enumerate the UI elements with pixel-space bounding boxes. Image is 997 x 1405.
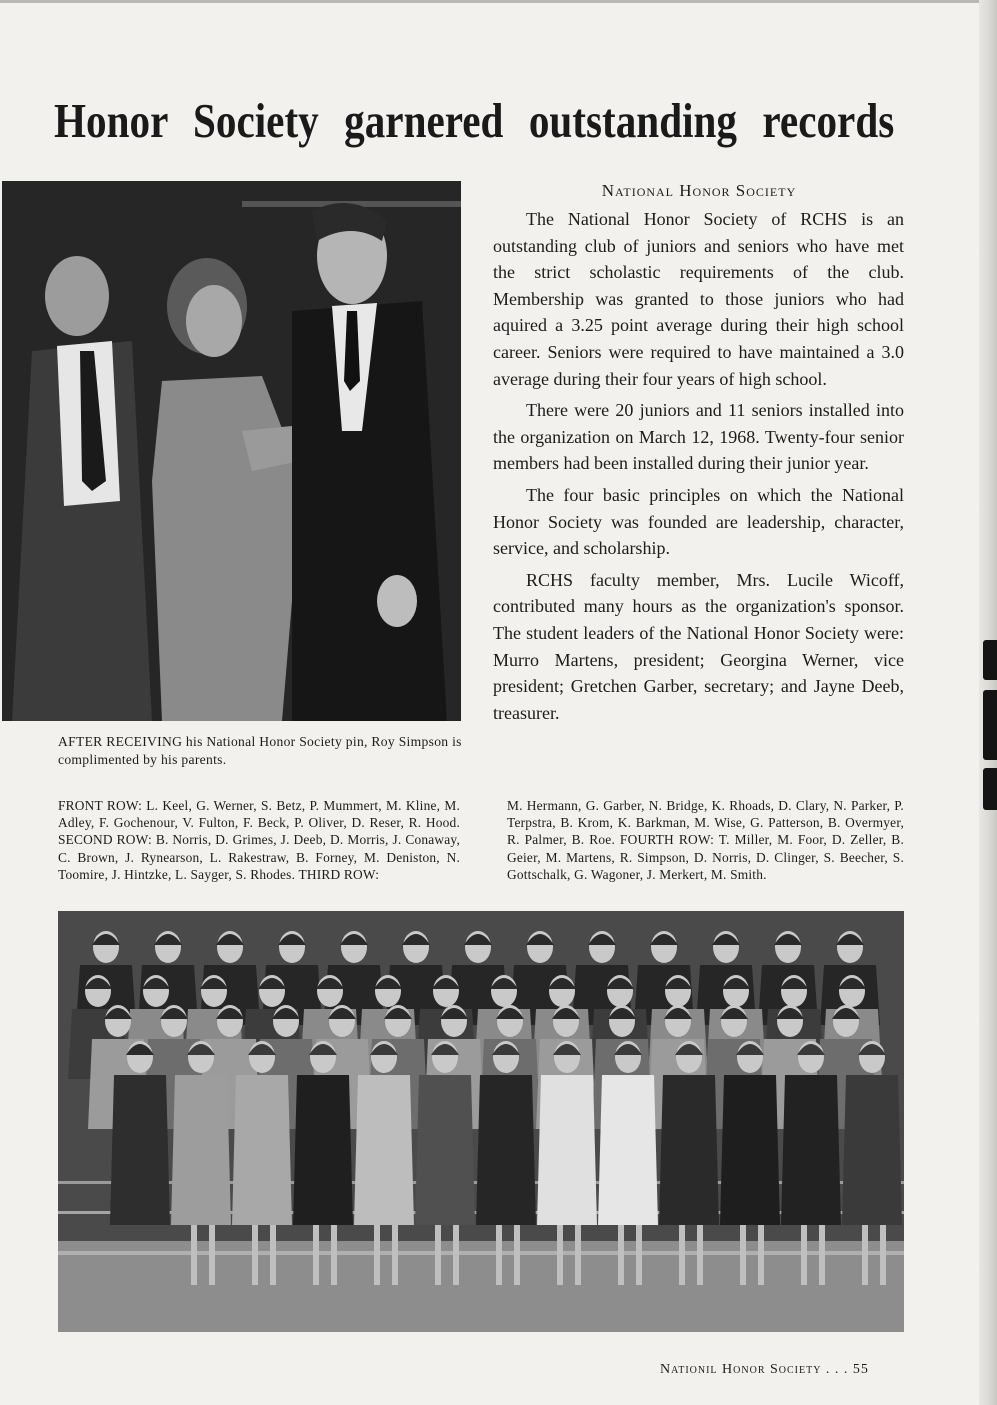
article-body [493, 206, 904, 731]
article-paragraph: RCHS faculty member, Mrs. Lucile Wicoff, contributed many hours as the organization's sponsor. The student leaders of the National Honor Society were: Murro Martens, president; Georgina Werner, vice president; Gretchen Garber, secretary; and Jayne Deeb, treasurer. [493, 569, 904, 723]
roster-left-column: FRONT ROW: L. Keel, G. Werner, S. Betz, P. Mummert, M. Kline, M. Adley, F. Gochenour, V. Fulton, F. Beck, P. Oliver, D. Reser, R. Hood. SECOND ROW: B. Norris, D. Grimes, J. Deeb, D. Morris, J. Conaway, C. Brown, J. Rynearson, L. Rakestraw, B. Forney, M. Deniston, N. Toomire, J. Hintzke, L. Sayger, S. Rhodes. THIRD ROW: [58, 798, 460, 882]
binder-tab [983, 640, 997, 680]
roster-right-column: M. Hermann, G. Garber, N. Bridge, K. Rhoads, D. Clary, N. Parker, P. Terpstra, B. Krom, K. Barkman, M. Wise, G. Patterson, B. Overmyer, R. Palmer, B. Roe. FOURTH ROW: T. Miller, M. Foor, D. Zeller, B. Geier, M. Martens, R. Simpson, D. Norris, D. Clinger, S. Beecher, S. Gottschalk, G. Wagoner, J. Merkert, M. Smith. [507, 798, 904, 882]
article-heading: National Honor Society [601, 181, 797, 200]
article-paragraph: There were 20 juniors and 11 seniors installed into the organization on March 12, 1968. Twenty-four senior members had been installed during their junior year. [493, 400, 904, 474]
page-footer: Nationil Honor Society . . . 55 [660, 1362, 869, 1377]
group-photo [58, 911, 904, 1332]
photo-caption: AFTER RECEIVING his National Honor Society pin, Roy Simpson is complimented by his parents. [58, 734, 462, 767]
binder-tab [983, 690, 997, 760]
page-title: Honor Society garnered outstanding records [54, 93, 895, 148]
article-paragraph: The four basic principles on which the National Honor Society was founded are leadership, character, service, and scholarship. [493, 484, 904, 559]
binder-tab [983, 768, 997, 810]
pinning-photo [2, 181, 461, 721]
article-paragraph: The National Honor Society of RCHS is an outstanding club of juniors and seniors who have met the strict scholastic requirements of the club. Membership was granted to those juniors who had aquired a 3.25 point average during their high school career. Seniors were required to have maintained a 3.0 average during their four years of high school. [493, 209, 904, 389]
page-top-border [0, 0, 997, 3]
